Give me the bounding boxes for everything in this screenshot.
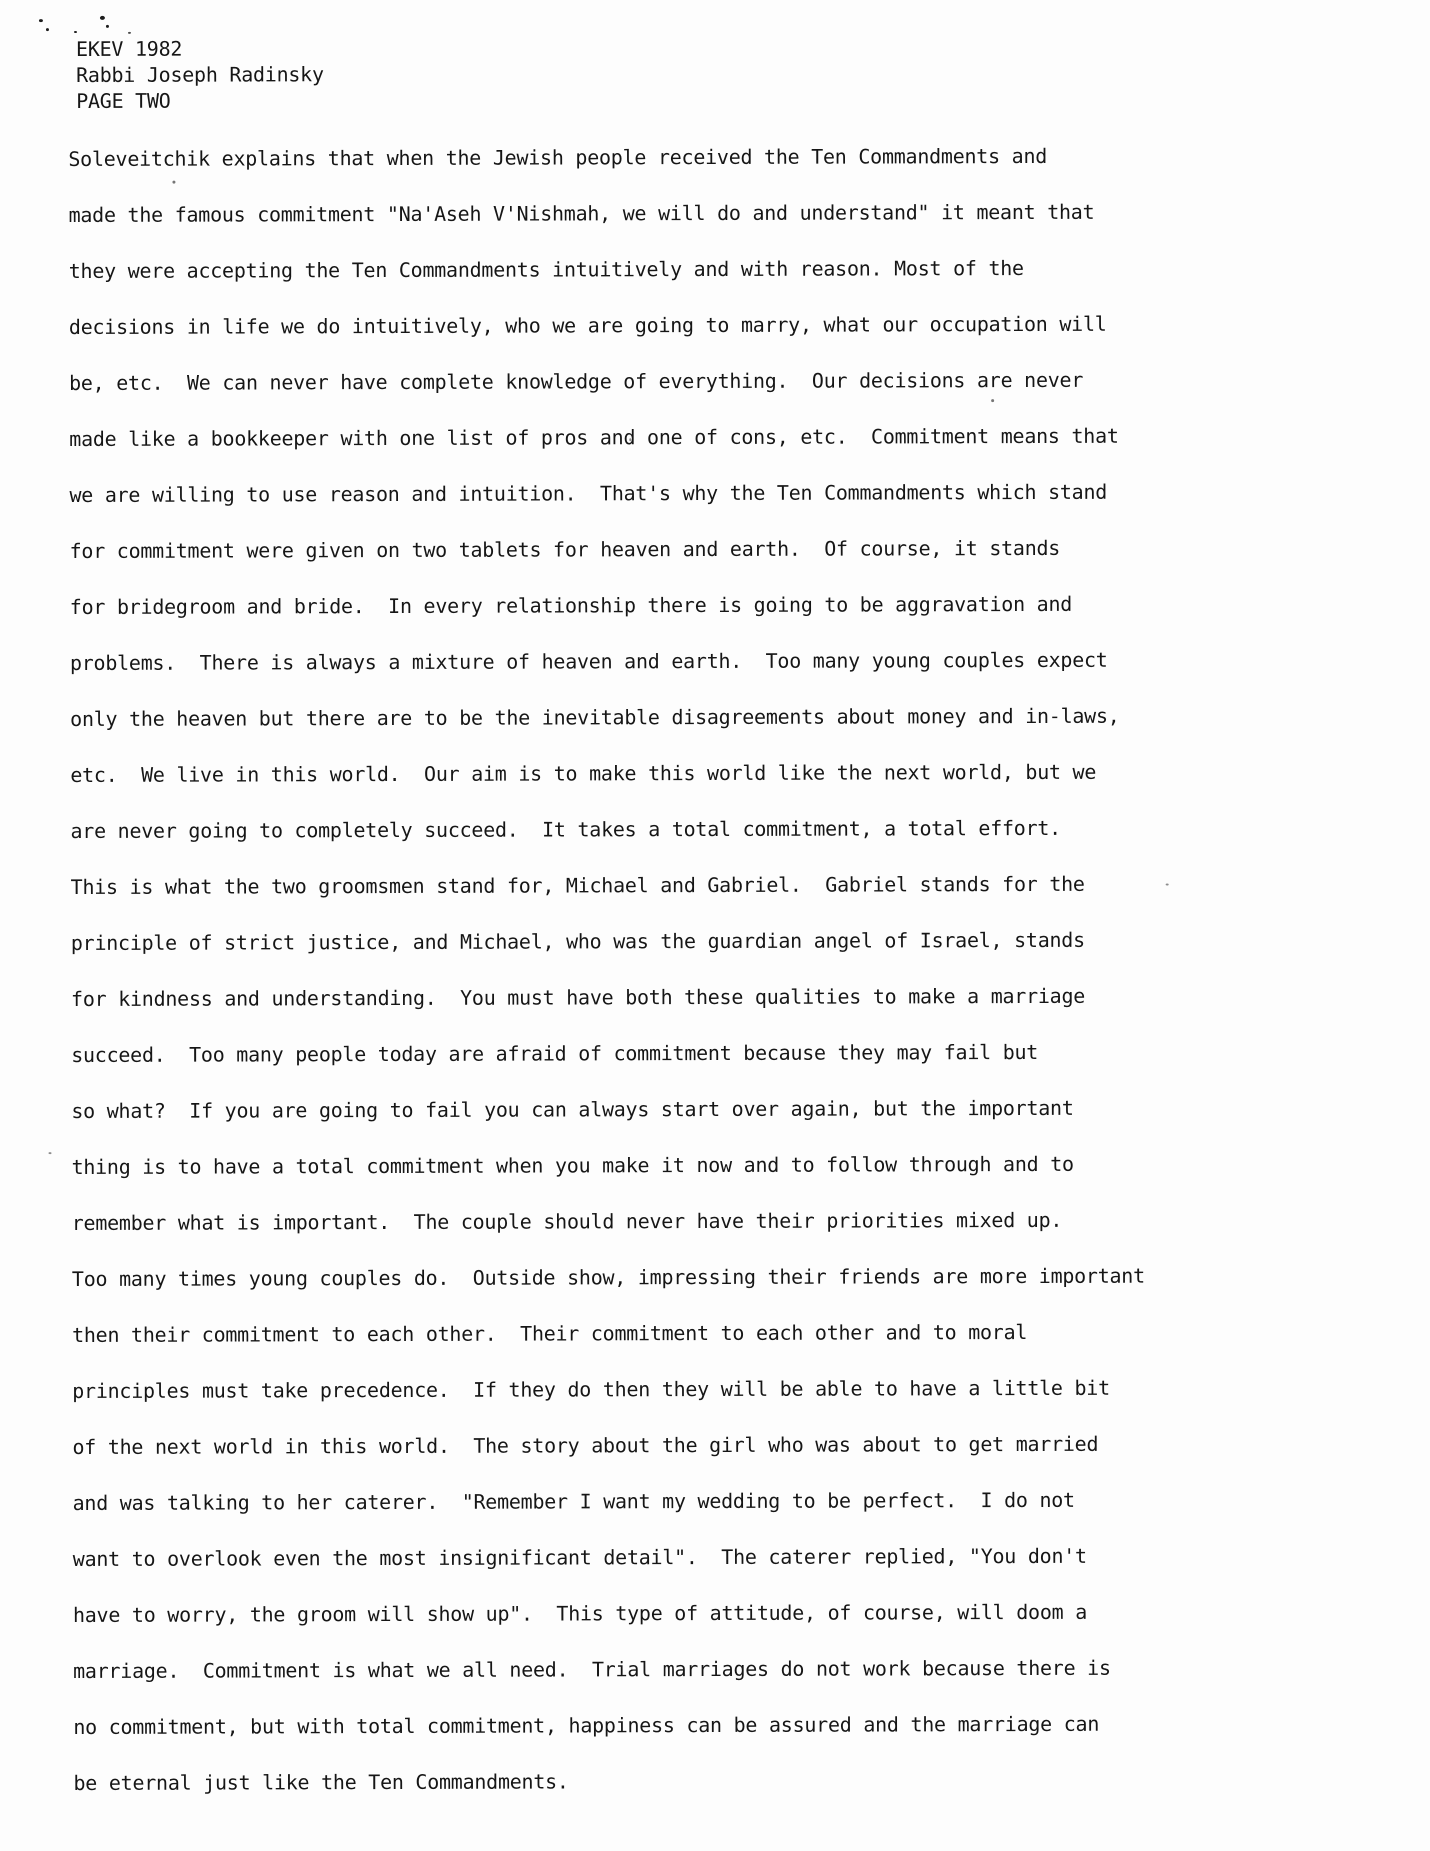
scan-speckle <box>74 31 77 33</box>
body-text-line: be, etc. We can never have complete knowledge of everything. Our decisions are never <box>69 367 1084 396</box>
body-text-line: and was talking to her caterer. "Remember I want my wedding to be perfect. I do not <box>72 1487 1075 1515</box>
body-text-line: principles must take precedence. If they do then they will be able to have a little bit <box>72 1375 1110 1403</box>
body-text-line: no commitment, but with total commitment, happiness can be assured and the marriage can <box>73 1711 1100 1739</box>
body-text-line: then their commitment to each other. Their commitment to each other and to moral <box>72 1319 1028 1347</box>
body-text-line: marriage. Commitment is what we all need. Trial marriages do not work because there is <box>73 1655 1111 1683</box>
body-text-line: succeed. Too many people today are afraid of commitment because they may fail but <box>71 1039 1039 1068</box>
body-text-line: This is what the two groomsmen stand for, Michael and Gabriel. Gabriel stands for the <box>70 871 1085 900</box>
header-line: PAGE TWO <box>76 88 171 113</box>
body-text-line: want to overlook even the most insignificant detail". The caterer replied, "You don't <box>72 1543 1087 1571</box>
scan-speckle <box>106 25 109 28</box>
body-text-line: they were accepting the Ten Commandments intuitively and with reason. Most of the <box>68 256 1024 284</box>
body-text-line: are never going to completely succeed. It takes a total commitment, a total effort. <box>70 815 1061 844</box>
body-text-line: we are willing to use reason and intuition. That's why the Ten Commandments which stand <box>69 479 1108 508</box>
body-text-line: of the next world in this world. The story about the girl who was about to get married <box>72 1431 1099 1459</box>
document-body <box>68 128 1146 1811</box>
body-text-line: remember what is important. The couple should never have their priorities mixed up. <box>71 1207 1063 1236</box>
body-text-line: problems. There is always a mixture of heaven and earth. Too many young couples expect <box>69 647 1108 676</box>
body-text-line: only the heaven but there are to be the inevitable disagreements about money and in-laws, <box>70 703 1120 732</box>
scan-speckle <box>48 1152 51 1154</box>
scan-speckle <box>100 16 105 20</box>
body-text-line: made like a bookkeeper with one list of pros and one of cons, etc. Commitment means that <box>69 423 1119 452</box>
scan-speckle <box>46 28 49 31</box>
body-text-line: for bridegroom and bride. In every relationship there is going to be aggravation and <box>69 591 1073 620</box>
scan-speckle <box>128 32 131 34</box>
scan-speckle <box>39 19 43 22</box>
header-line: EKEV 1982 <box>75 36 183 61</box>
body-text-line: thing is to have a total commitment when you make it now and to follow through and to <box>71 1151 1074 1180</box>
body-text-line: be eternal just like the Ten Commandments. <box>73 1769 569 1795</box>
body-text-line: Too many times young couples do. Outside show, impressing their friends are more important <box>71 1263 1145 1292</box>
body-text-line: so what? If you are going to fail you can always start over again, but the important <box>71 1095 1074 1124</box>
body-text-line: decisions in life we do intuitively, who we are going to marry, what our occupation will <box>68 311 1107 340</box>
scan-speckle <box>1166 884 1169 886</box>
document-header <box>76 35 324 114</box>
header-line: Rabbi Joseph Radinsky <box>76 62 324 87</box>
body-text-line: principle of strict justice, and Michael, who was the guardian angel of Israel, stands <box>70 927 1085 956</box>
body-text-line: etc. We live in this world. Our aim is to make this world like the next world, but we <box>70 759 1097 788</box>
body-text-line: made the famous commitment "Na'Aseh V'Nishmah, we will do and understand" it meant that <box>68 199 1095 228</box>
body-text-line: Soleveitchik explains that when the Jewish people received the Ten Commandments and <box>68 143 1048 172</box>
body-text-line: for kindness and understanding. You must have both these qualities to make a marriage <box>70 983 1086 1012</box>
body-text-line: for commitment were given on two tablets for heaven and earth. Of course, it stands <box>69 535 1061 564</box>
body-text-line: have to worry, the groom will show up". This type of attitude, of course, will doom a <box>72 1599 1088 1627</box>
